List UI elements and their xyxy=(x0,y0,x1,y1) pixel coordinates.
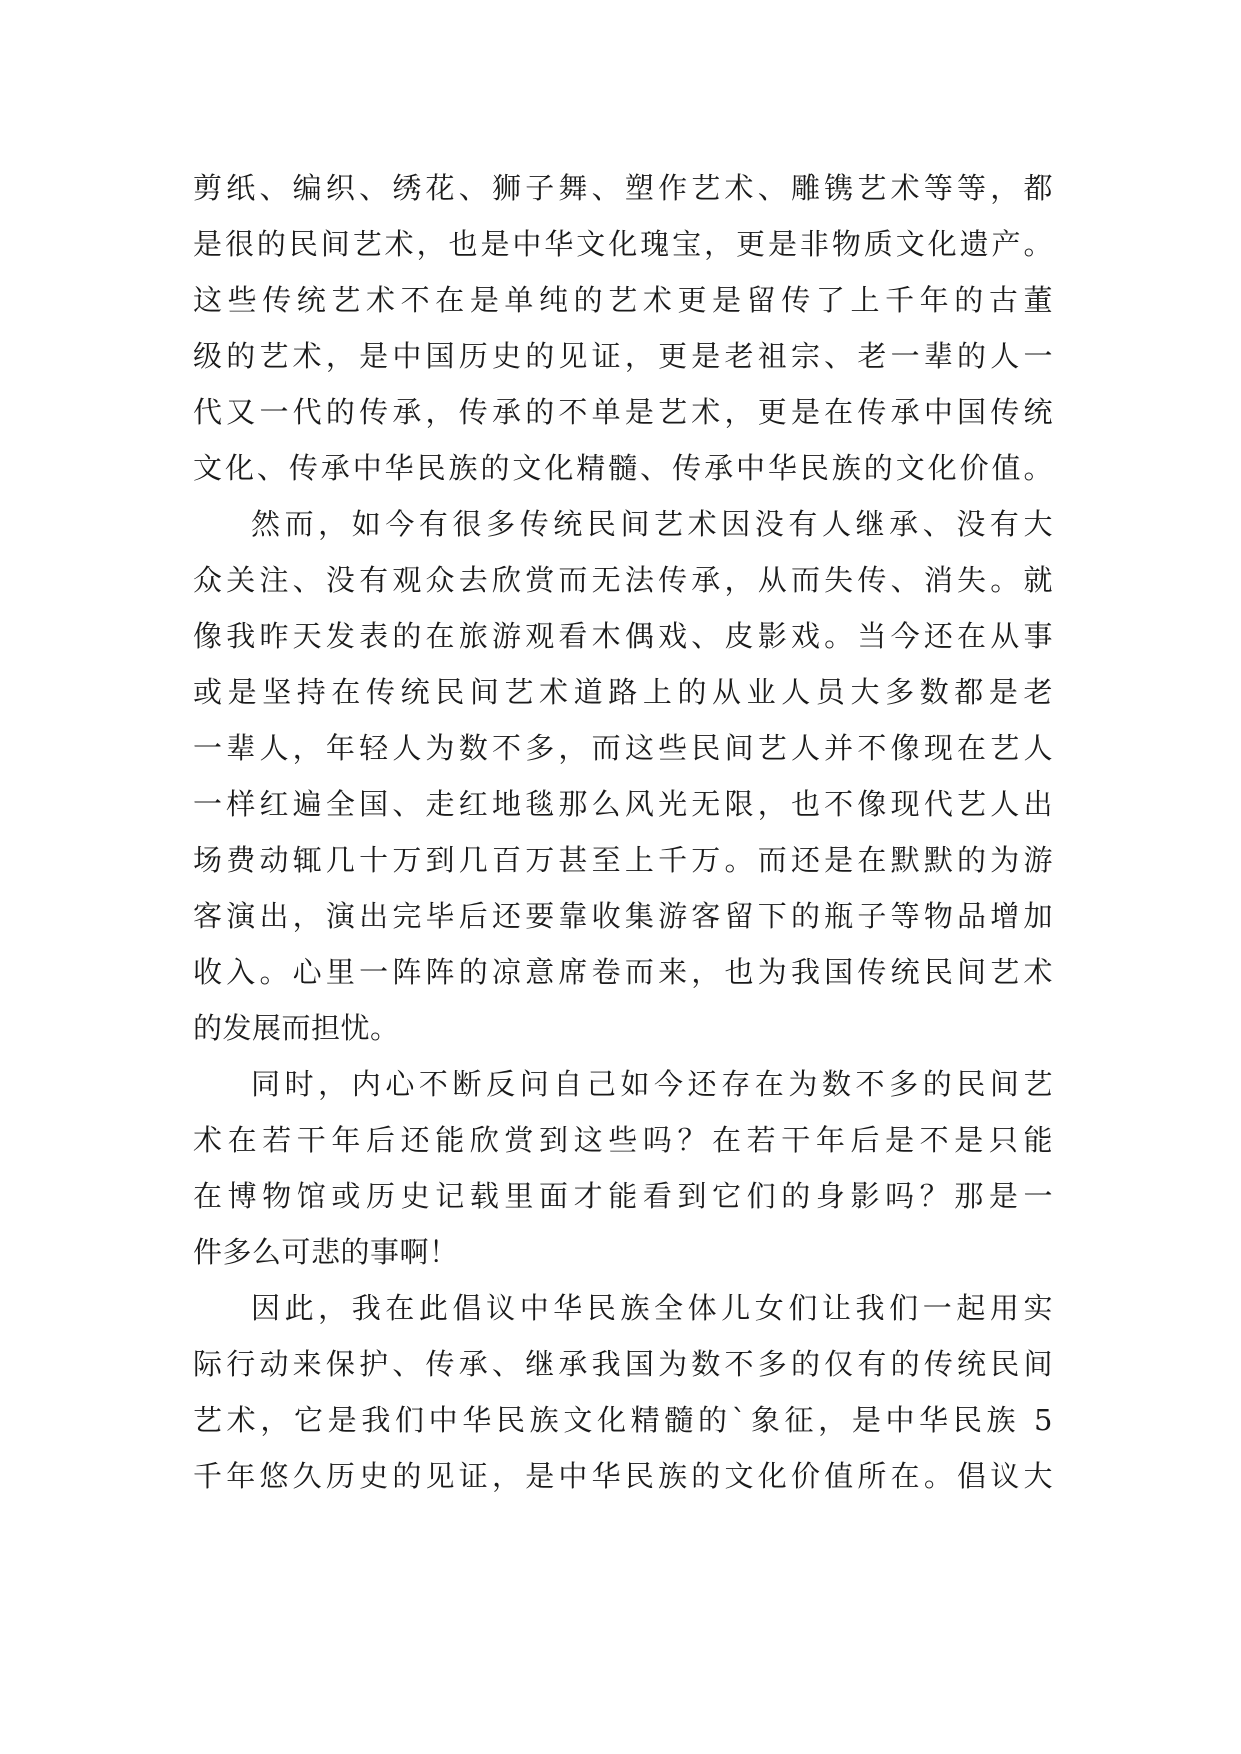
text-line: 这些传统艺术不在是单纯的艺术更是留传了上千年的古董 xyxy=(193,283,1053,317)
text-line: 的发展而担忧。 xyxy=(193,1011,400,1045)
text-line: 收入。心里一阵阵的凉意席卷而来，也为我国传统民间艺术 xyxy=(193,955,1053,989)
text-line: 际行动来保护、传承、继承我国为数不多的仅有的传统民间 xyxy=(193,1347,1053,1381)
text-line: 剪纸、编织、绣花、狮子舞、塑作艺术、雕镌艺术等等，都 xyxy=(193,171,1053,205)
text-line: 术在若干年后还能欣赏到这些吗？在若干年后是不是只能 xyxy=(193,1123,1053,1157)
text-line: 千年悠久历史的见证，是中华民族的文化价值所在。倡议大 xyxy=(193,1459,1053,1493)
text-line: 一辈人，年轻人为数不多，而这些民间艺人并不像现在艺人 xyxy=(193,731,1053,765)
text-line: 是很的民间艺术，也是中华文化瑰宝，更是非物质文化遗产。 xyxy=(193,227,1053,261)
body-text xyxy=(193,160,1053,1504)
text-line: 级的艺术，是中国历史的见证，更是老祖宗、老一辈的人一 xyxy=(193,339,1053,373)
text-line: 艺术，它是我们中华民族文化精髓的`象征，是中华民族 5 xyxy=(193,1403,1053,1437)
text-line: 然而，如今有很多传统民间艺术因没有人继承、没有大 xyxy=(251,507,1053,541)
text-line: 众关注、没有观众去欣赏而无法传承，从而失传、消失。就 xyxy=(193,563,1053,597)
text-line: 文化、传承中华民族的文化精髓、传承中华民族的文化价值。 xyxy=(193,451,1053,485)
text-line: 同时，内心不断反问自己如今还存在为数不多的民间艺 xyxy=(251,1067,1053,1101)
text-line: 客演出，演出完毕后还要靠收集游客留下的瓶子等物品增加 xyxy=(193,899,1053,933)
text-line: 因此，我在此倡议中华民族全体儿女们让我们一起用实 xyxy=(251,1291,1053,1325)
text-line: 场费动辄几十万到几百万甚至上千万。而还是在默默的为游 xyxy=(193,843,1053,877)
text-line: 件多么可悲的事啊！ xyxy=(193,1235,459,1269)
text-line: 一样红遍全国、走红地毯那么风光无限，也不像现代艺人出 xyxy=(193,787,1053,821)
text-line: 在博物馆或历史记载里面才能看到它们的身影吗？那是一 xyxy=(193,1179,1053,1213)
text-line: 或是坚持在传统民间艺术道路上的从业人员大多数都是老 xyxy=(193,675,1053,709)
text-line: 代又一代的传承，传承的不单是艺术，更是在传承中国传统 xyxy=(193,395,1053,429)
text-line: 像我昨天发表的在旅游观看木偶戏、皮影戏。当今还在从事 xyxy=(193,619,1053,653)
